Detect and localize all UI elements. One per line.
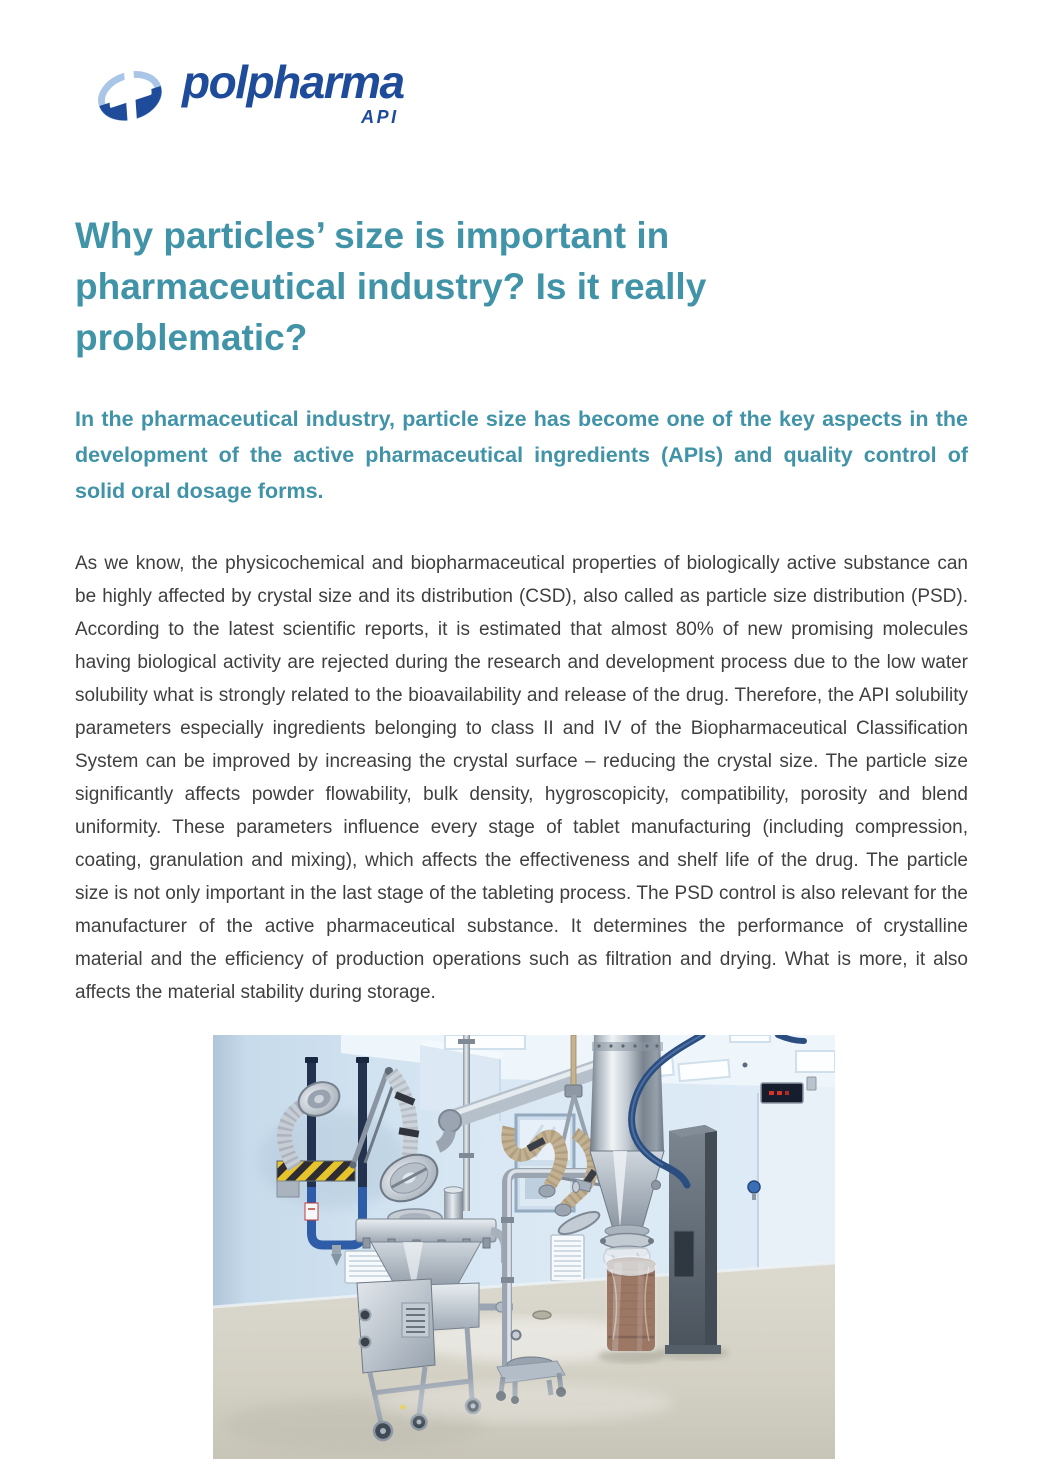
pipe-label bbox=[305, 1203, 318, 1220]
hopper-rim bbox=[356, 1219, 496, 1242]
fibre-drum bbox=[598, 1256, 664, 1364]
floor-drain bbox=[533, 1311, 551, 1319]
logo-brand-text: polpharma bbox=[182, 56, 404, 108]
article-title: Why particles’ size is important in pharmaceutical industry? Is it really problematic? bbox=[75, 215, 707, 358]
article-body: As we know, the physicochemical and biopharmaceutical properties of biologically active substance can be highly affected by crystal size and its distribution (CSD), also called as particle size distribution (PSD). According to the latest scientific reports, it is estimated that almost 80% of new promising molecules having biological activity are rejected during the research and development process due to the low water solubility what is strongly related to the bioavailability and release of the drug. Therefore, the API solubility parameters especially ingredients belonging to class II and IV of the Biopharmaceutical Classification System can be improved by increasing the crystal surface – reducing the crystal size. The particle size significantly affects powder flowability, bulk density, hygroscopicity, compatibility, porosity and blend uniformity. These parameters influence every stage of tablet manufacturing (including compression, coating, granulation and mixing), which affects the effectiveness and shelf life of the drug. The particle size is not only important in the last stage of the tableting process. The PSD control is also relevant for the manufacturer of the active pharmaceutical substance. It determines the performance of crystalline material and the efficiency of production operations such as filtration and drying. What is more, it also affects the material stability during storage. bbox=[75, 553, 968, 1003]
polpharma-logo bbox=[92, 58, 404, 130]
wall-valve-blue bbox=[748, 1181, 760, 1193]
sprinkler-icon bbox=[743, 1063, 748, 1068]
logo-wordmark bbox=[182, 58, 404, 128]
air-vent-center bbox=[551, 1235, 584, 1281]
wall-junction-box bbox=[807, 1077, 816, 1090]
equipment-photo bbox=[213, 1035, 835, 1459]
control-knob bbox=[360, 1337, 371, 1348]
logo-division-text: API bbox=[361, 107, 399, 128]
polpharma-logo-icon bbox=[92, 62, 170, 130]
vent-filter-cylinder bbox=[444, 1190, 463, 1219]
control-knob bbox=[360, 1310, 371, 1321]
drain-valve bbox=[332, 1245, 341, 1254]
article-lead: In the pharmaceutical industry, particle size has become one of the key aspects in the development of the active pharmaceutical ingredients (APIs) and quality control of solid oral dosage forms. bbox=[75, 407, 968, 503]
cleanroom-illustration bbox=[213, 1035, 835, 1459]
column-niche bbox=[674, 1231, 694, 1277]
cone-sensor-port bbox=[652, 1181, 661, 1190]
pipe-gauge bbox=[512, 1331, 521, 1340]
